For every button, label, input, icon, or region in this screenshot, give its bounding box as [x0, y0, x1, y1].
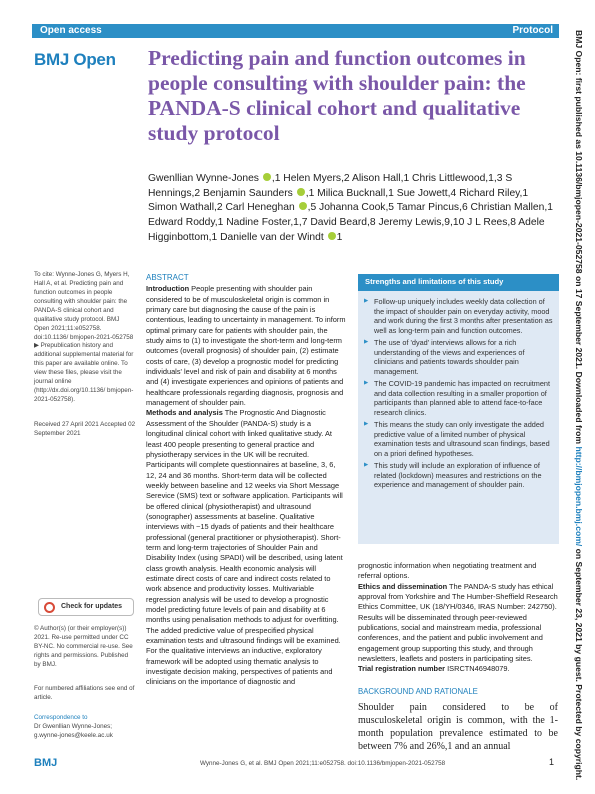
- abstract-heading: ABSTRACT: [146, 273, 189, 282]
- trial-number: ISRCTN46948079.: [445, 664, 510, 674]
- article-title: Predicting pain and function outcomes in people consulting with shoulder pain: the PANDA-S clinical cohort and qualitative study protocol: [148, 46, 526, 145]
- citation-note: To cite: Wynne-Jones G, Myers H, Hall A, et al. Predicting pain and function outcomes in people consulting with shoulder pain: the PANDA-S clinical cohort and qualitative study protocol. BMJ Open 2021;11:e052758. doi:10.1136/ bmjopen-2021-052758: [34, 271, 134, 341]
- background-heading: BACKGROUND AND RATIONALE: [358, 687, 478, 696]
- footer-citation: Wynne-Jones G, et al. BMJ Open 2021;11:e052758. doi:10.1136/bmjopen-2021-052758: [200, 760, 446, 767]
- received-dates: Received 27 April 2021 Accepted 02 September 2021: [34, 421, 136, 437]
- list-item: ▶ Follow-up uniquely includes weekly data collection of the impact of shoulder pain on everyday activity, mood and work during the first 3 months after presentation as well as long-term pain and function outcomes.: [364, 297, 553, 335]
- intro-text: People presenting with shoulder pain considered to be of musculoskeletal origin is common in primary care but diagnosing the cause of the pain is contentious, leading to uncertainty in management. To inform optimal primary care for patients with shoulder pain, the study aims to (1) to investigate the short-term and long-term outcomes (overall prognosis) of shoulder pain, (2) estimate costs of care, (3) develop a prognostic model for predicting individuals' level and risk of pain and disability at 6 months and (4) investigate experiences and opinions of patients and healthcare professionals regarding diagnosis, prognosis and management of shoulder pain.: [146, 284, 346, 408]
- sidebar-text-2: on September 23, 2021 by guest. Protected by copyright.: [574, 546, 584, 781]
- affiliations-note: For numbered affiliations see end of article.: [34, 685, 135, 701]
- author-first[interactable]: Gwenllian Wynne-Jones: [148, 173, 259, 184]
- methods-continued: prognostic information when negotiating treatment and referral options.: [358, 561, 537, 581]
- page-number: 1: [549, 757, 555, 767]
- author-segment-1: ,1 Helen Myers,2 Alison Hall,1 Chris Littlewood,1,3 S Hennings,2 Benjamin Saunders: [148, 173, 513, 199]
- crossmark-icon: [44, 602, 55, 613]
- intro-label: Introduction: [146, 284, 190, 294]
- orcid-icon[interactable]: [297, 188, 305, 196]
- strengths-list: [358, 291, 559, 490]
- download-sidebar: [574, 30, 584, 781]
- sidebar-text: BMJ Open: first published as 10.1136/bmjopen-2021-052758 on 17 September 2021. Downloaded from: [574, 30, 584, 447]
- author-list: [148, 172, 553, 246]
- author-segment-2: ,1 Milica Bucknall,1 Sue Jowett,4 Richard Riley,1 Simon Wathall,2 Carl Heneghan: [148, 187, 529, 214]
- abstract-trial-registration: [358, 664, 558, 674]
- orcid-icon[interactable]: [263, 173, 271, 181]
- journal-logo[interactable]: BMJ Open: [34, 50, 116, 69]
- author-segment-4: 1: [336, 231, 343, 243]
- list-item: ▶ The COVID-19 pandemic has impacted on recruitment and data collection resulting in a smaller proportion of participants than planned able to attend face-to-face research clinics.: [364, 379, 553, 417]
- prepublication-note[interactable]: ▶ Prepublication history and additional supplemental material for this paper are available online. To view these files, please visit the journal online (http://dx.doi.org/10.1136/ bmjopen-2021-052758).: [34, 342, 134, 403]
- methods-text: The Prognostic And Diagnostic Assessment of the Shoulder (PANDA-S) study is a longitudinal clinical cohort with linked qualitative study. At least 400 people presenting to general practice and physiotherapy services in the UK will be recruited. Participants will complete questionnaires at baseline, 3, 6, 12, 24 and 36 months. Short-term data will be collected weekly between baseline and 12 weeks via Short Message Serevice (SMS) text or software application. Participants will be offered clinical (physiotherapist) and ultrasound (sonographer) assessments at baseline. Qualitative interviews with ~15 dyads of patients and their healthcare professional (general practitioner or physiotherapist). Short-term and long-term trajectories of Shoulder Pain and Disability Index (using SPADI) will be described, using latent class growth analysis. Health economic analysis will estimate direct costs of care and indirect costs related to work absence and productivity losses. Multivariable regression analysis will be used to develop a prognostic model predicting future levels of pain and disability at 6 months using penalisation methods to adjust for overfitting. The added predictive value of prespecified physical examination tests and ultrasound findings will be examined. For the qualitative interviews an inductive, exploratory framework will be adopted using thematic analysis to investigate decision making, perspectives of patients and clinicians on the importance of diagnostic and: [146, 408, 343, 687]
- ethics-text: The PANDA-S study has ethical approval from Yorkshire and The Humber-Sheffield Research Ethics Committee, UK (18/YH/0346, IRAS Number: 242750). Results will be disseminated through peer-reviewed publications, social and mainstream media, professional conferences, and the patient and public involvement and engagement group supporting this study, and through newsletters, leaflets and posters in participating sites.: [358, 581, 558, 664]
- sidebar-link[interactable]: http://bmjopen.bmj.com/: [574, 446, 584, 547]
- author-segment-3: ,5 Johanna Cook,5 Tamar Pincus,6 Christian Mallen,1 Edward Roddy,1 Nadine Foster,1,7 David Beard,8 Jeremy Lewis,9,10 J L Rees,8 Adele Higginbottom,1 Danielle van der Windt: [148, 202, 553, 243]
- top-banner: [32, 24, 559, 38]
- correspondence-text[interactable]: Dr Gwenllian Wynne-Jones; g.wynne-jones@keele.ac.uk: [34, 723, 113, 739]
- check-for-updates-label: Check for updates: [61, 603, 123, 610]
- abstract-column: [146, 273, 346, 688]
- ethics-label: Ethics and dissemination: [358, 581, 448, 591]
- methods-label: Methods and analysis: [146, 408, 223, 418]
- list-item: ▶ The use of 'dyad' interviews allows for a rich understanding of the views and experiences of clinicians and patients towards shoulder pain management.: [364, 338, 553, 376]
- strengths-limitations-box: [358, 274, 559, 544]
- abstract-methods: [146, 408, 346, 687]
- open-access-label: Open access: [40, 25, 102, 36]
- list-item: ▶ This means the study can only investigate the added predictive value of a limited number of physical examination tests and ultrasound scan findings, based on a priori defined hypotheses.: [364, 420, 553, 458]
- abstract-ethics: [358, 582, 558, 665]
- license-note: © Author(s) (or their employer(s)) 2021. Re-use permitted under CC BY-NC. No commercial re-use. See rights and permissions. Published by BMJ.: [34, 625, 133, 668]
- list-item: ▶ This study will include an exploration of influence of related (lockdown) measures and restrictions on the experience and management of shoulder pain.: [364, 461, 553, 490]
- strengths-title: Strengths and limitations of this study: [358, 274, 559, 291]
- article-type-label: Protocol: [512, 25, 553, 36]
- trial-label: Trial registration number: [358, 664, 446, 674]
- abstract-column-continued: [358, 561, 558, 675]
- orcid-icon[interactable]: [299, 202, 307, 210]
- check-for-updates-button[interactable]: [38, 598, 134, 616]
- background-text: Shoulder pain considered to be of musculoskeletal origin is common, with the 1-month population prevalence estimated to be between 7% and 26%,1 and an annual: [358, 702, 558, 752]
- orcid-icon[interactable]: [328, 232, 336, 240]
- bmj-footer-logo: BMJ: [34, 757, 58, 769]
- correspondence-heading: Correspondence to: [34, 714, 88, 721]
- abstract-introduction: [146, 284, 346, 408]
